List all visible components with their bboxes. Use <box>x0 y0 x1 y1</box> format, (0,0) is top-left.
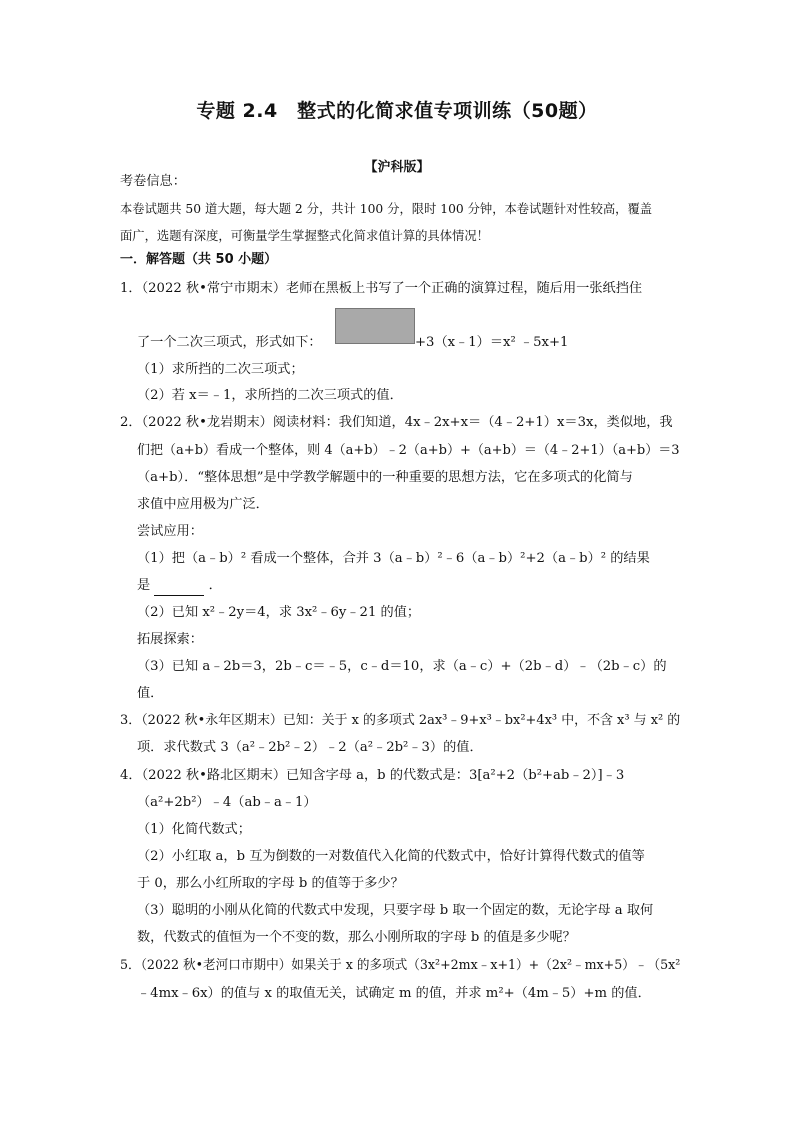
info-line-2: 面广，选题有深度，可衡量学生掌握整式化简求值计算的具体情况！ <box>120 229 489 243</box>
q2-sub-1: （1）把（a﹣b）² 看成一个整体，合并 3（a﹣b）²﹣6（a﹣b）²+2（a﹣b）² 的结果 <box>137 551 650 566</box>
q2-line-3: （a+b）．“整体思想”是中学教学解题中的一种重要的思想方法，它在多项式的化简与 <box>137 470 633 485</box>
edition-label: 【沪科版】 <box>364 160 430 175</box>
info-heading: 考卷信息： <box>120 174 186 189</box>
q4-sub-3b: 数，代数式的值恒为一个不变的数，那么小刚所取的字母 b 的值是多少呢？ <box>137 930 576 945</box>
q4-line-2: （a²+2b²）﹣4（ab﹣a﹣1） <box>137 795 317 810</box>
q1-line-2b: +3（x﹣1）＝x² ﹣5x+1 <box>415 335 569 350</box>
covering-paper-box <box>335 308 415 344</box>
answer-blank <box>154 581 204 596</box>
q4-sub-2a: （2）小红取 a，b 互为倒数的一对数值代入化简的代数式中，恰好计算得代数式的值等 <box>137 849 645 864</box>
q1-line-1: 1．（2022 秋•常宁市期末）老师在黑板上书写了一个正确的演算过程，随后用一张纸挡住 <box>120 281 643 296</box>
q5-line-1: 5．（2022 秋•老河口市期中）如果关于 x 的多项式（3x²+2mx﹣x+1）+（2x²﹣mx+5）﹣（5x² <box>120 958 681 973</box>
q5-line-2: ﹣4mx﹣6x）的值与 x 的取值无关，试确定 m 的值，并求 m²+（4m﹣5）+m 的值． <box>137 986 651 1001</box>
q1-line-2a: 了一个二次三项式，形式如下： <box>137 335 322 350</box>
q2-explore-heading: 拓展探索： <box>137 632 203 647</box>
q3-line-1: 3．（2022 秋•永年区期末）已知：关于 x 的多项式 2ax³﹣9+x³﹣bx²+4x³ 中，不含 x³ 与 x² 的 <box>120 713 681 728</box>
q3-line-2: 项．求代数式 3（a²﹣2b²﹣2）﹣2（a²﹣2b²﹣3）的值． <box>137 740 483 755</box>
q2-sub-3b: 值． <box>137 686 164 701</box>
q4-sub-2b: 于 0，那么小红所取的字母 b 的值等于多少？ <box>137 876 404 891</box>
q2-sub-1b-suffix: ． <box>208 578 222 593</box>
q2-line-1: 2．（2022 秋•龙岩期末）阅读材料：我们知道，4x﹣2x+x＝（4﹣2+1）x＝3x，类似地，我 <box>120 415 673 430</box>
q4-sub-3a: （3）聪明的小刚从化简的代数式中发现，只要字母 b 取一个固定的数，无论字母 a 取何 <box>137 903 654 918</box>
q4-line-1: 4．（2022 秋•路北区期末）已知含字母 a，b 的代数式是：3[a²+2（b²+ab﹣2）]﹣3 <box>120 768 625 783</box>
q2-sub-1b-prefix: 是 <box>137 578 151 593</box>
q2-sub-2: （2）已知 x²﹣2y＝4，求 3x²﹣6y﹣21 的值； <box>137 605 421 620</box>
page-title: 专题 2.4 整式的化简求值专项训练（50题） <box>196 100 598 122</box>
info-line-1: 本卷试题共 50 道大题，每大题 2 分，共计 100 分，限时 100 分钟，本卷试题针对性较高，覆盖 <box>120 202 653 216</box>
q2-try-heading: 尝试应用： <box>137 524 203 539</box>
q2-line-4: 求值中应用极为广泛． <box>137 497 269 512</box>
q2-sub-1b <box>137 576 222 596</box>
q1-sub-2: （2）若 x＝﹣1，求所挡的二次三项式的值． <box>137 388 403 403</box>
q2-sub-3: （3）已知 a﹣2b＝3，2b﹣c＝﹣5，c﹣d＝10，求（a﹣c）+（2b﹣d）﹣（2b﹣c）的 <box>137 659 667 674</box>
q4-sub-1: （1）化简代数式； <box>137 822 251 837</box>
section-heading: 一．解答题（共 50 小题） <box>120 252 278 267</box>
q1-sub-1: （1）求所挡的二次三项式； <box>137 362 304 377</box>
q2-line-2: 们把（a+b）看成一个整体，则 4（a+b）﹣2（a+b）+（a+b）＝（4﹣2+1）（a+b）＝3 <box>137 443 680 458</box>
